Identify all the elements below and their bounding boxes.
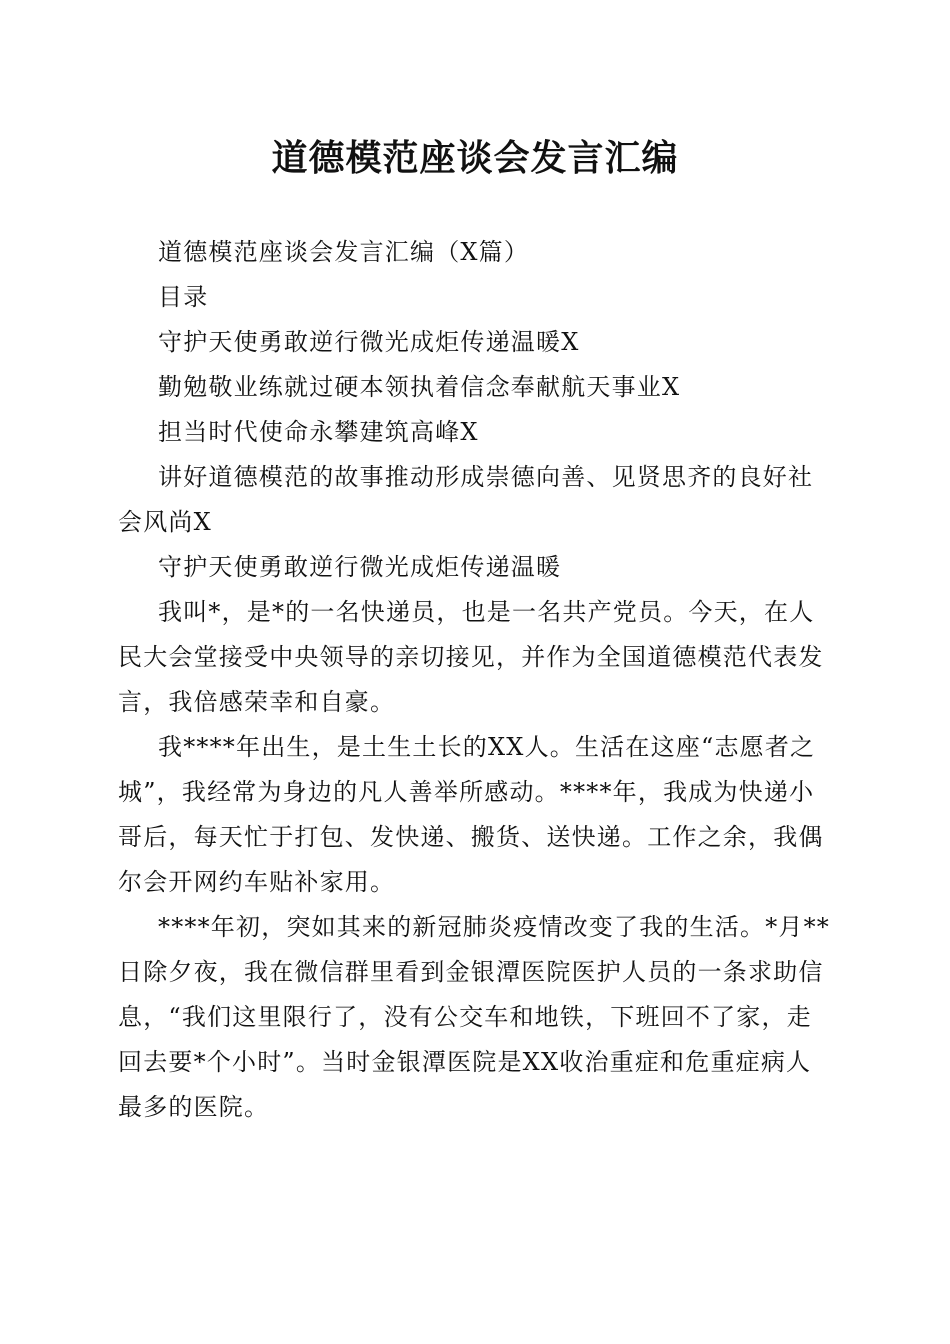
- body-paragraph-3: ****年初，突如其来的新冠肺炎疫情改变了我的生活。*月**日除夕夜，我在微信群里看到金银潭医院医护人员的一条求助信息，“我们这里限行了，没有公交车和地铁，下班回不了家，走回去要*个小时”。当时金银潭医院是XX收治重症和危重症病人最多的医院。: [118, 913, 830, 1121]
- toc-entry-3: 担当时代使命永攀建筑高峰X: [158, 418, 479, 446]
- document-title: 道德模范座谈会发言汇编: [271, 137, 679, 179]
- paragraph-subtitle: 道德模范座谈会发言汇编（X篇）: [158, 238, 530, 266]
- toc-entry-1: 守护天使勇敢逆行微光成炬传递温暖X: [158, 328, 580, 356]
- toc-entry-2: 勤勉敬业练就过硬本领执着信念奉献航天事业X: [158, 373, 681, 401]
- body-paragraph-1: 我叫*，是*的一名快递员，也是一名共产党员。今天，在人民大会堂接受中央领导的亲切接见，并作为全国道德模范代表发言，我倍感荣幸和自豪。: [118, 598, 824, 716]
- section-heading: 守护天使勇敢逆行微光成炬传递温暖: [158, 553, 562, 581]
- document-body: [118, 230, 832, 1130]
- toc-entry-4: 讲好道德模范的故事推动形成崇德向善、见贤思齐的良好社会风尚X: [118, 463, 814, 536]
- paragraph-toc-heading: 目录: [158, 283, 209, 311]
- body-paragraph-2: 我****年出生，是土生土长的XX人。生活在这座“志愿者之城”，我经常为身边的凡人善举所感动。****年，我成为快递小哥后，每天忙于打包、发快递、搬货、送快递。工作之余，我偶尔会开网约车贴补家用。: [118, 733, 824, 896]
